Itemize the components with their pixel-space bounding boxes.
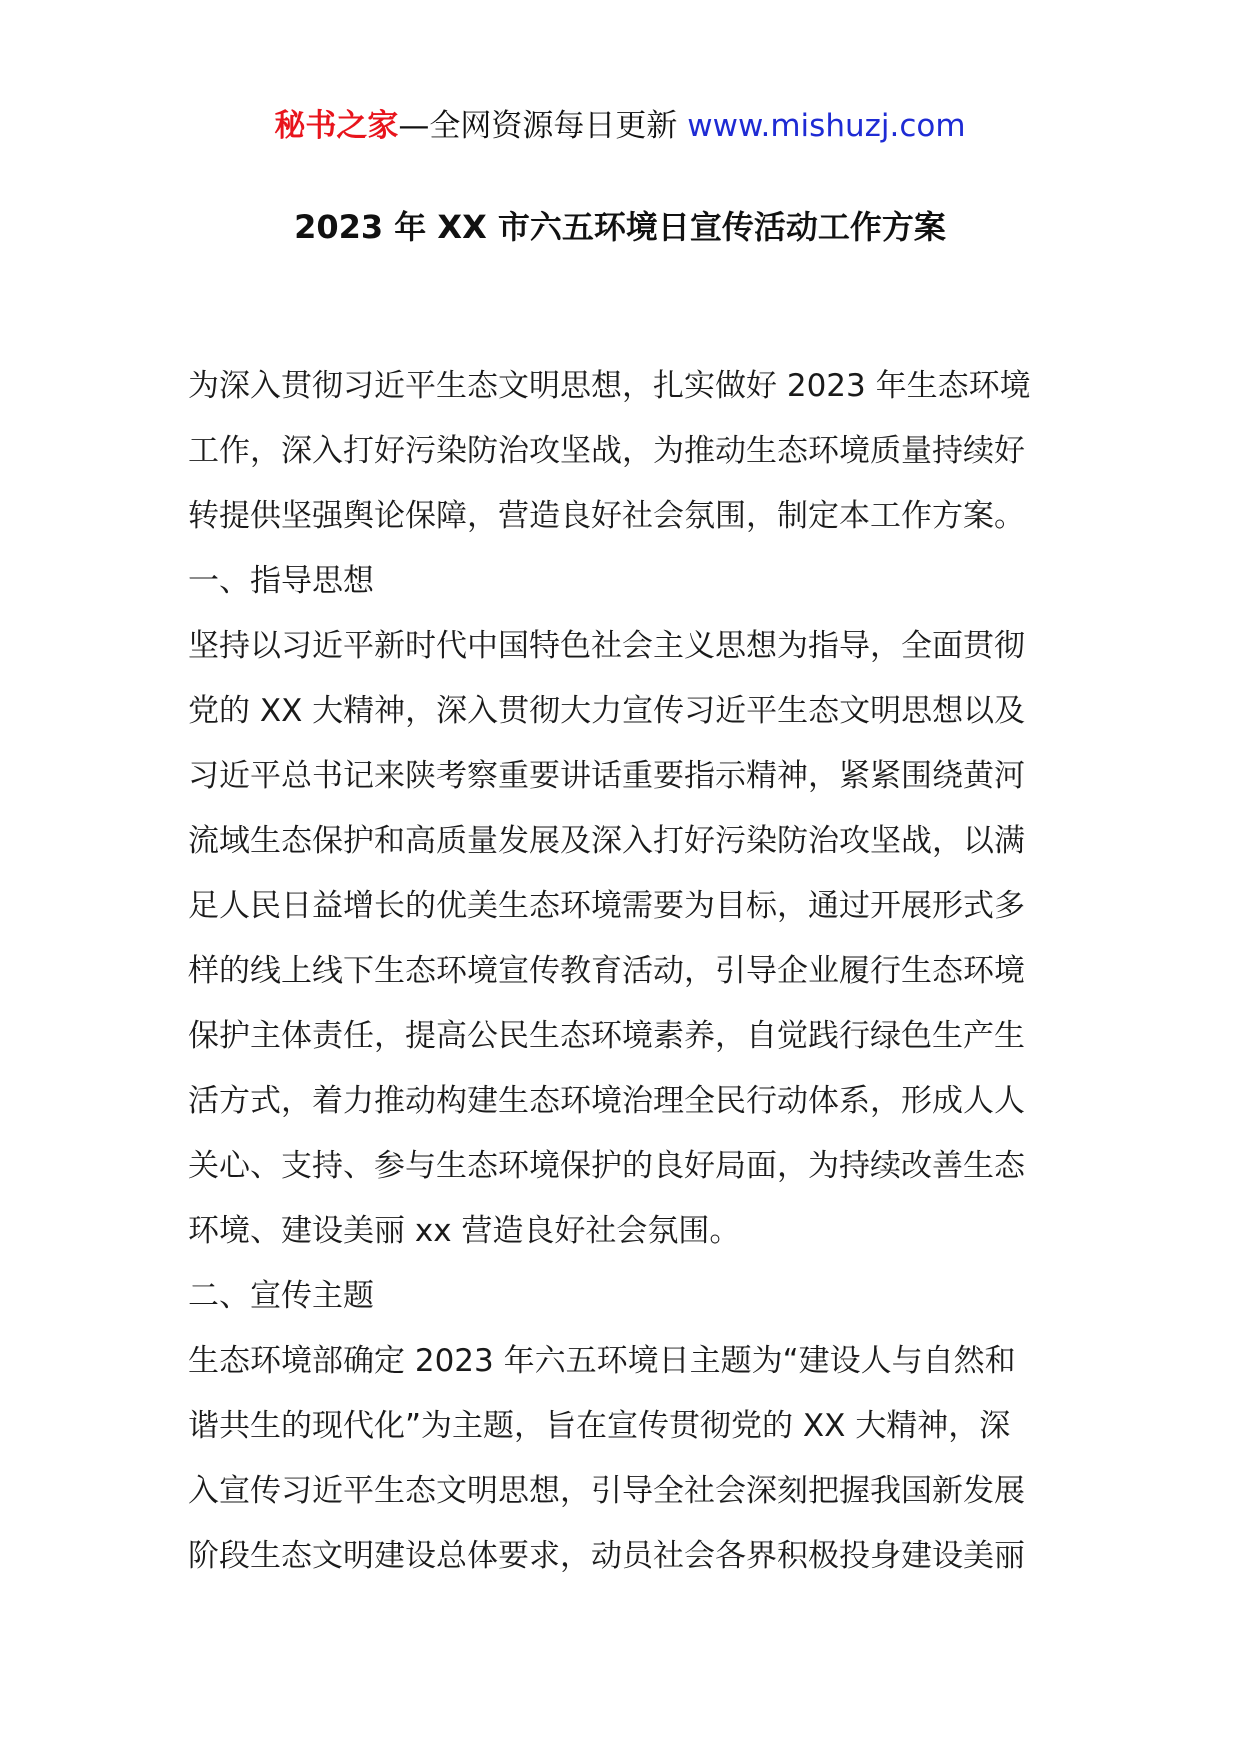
body-line: 党的 XX 大精神，深入贯彻大力宣传习近平生态文明思想以及 [188, 693, 1026, 729]
body-line: 习近平总书记来陕考察重要讲话重要指示精神，紧紧围绕黄河 [188, 758, 1025, 794]
site-url-link[interactable]: www.mishuzj.com [687, 108, 966, 144]
banner-slogan: —全网资源每日更新 [398, 108, 688, 144]
body-line: 为深入贯彻习近平生态文明思想，扎实做好 2023 年生态环境 [188, 368, 1031, 404]
body-line: 入宣传习近平生态文明思想，引导全社会深刻把握我国新发展 [188, 1473, 1025, 1509]
section-heading-guiding-thought: 一、指导思想 [188, 563, 374, 599]
brand-name: 秘书之家 [274, 108, 399, 144]
body-line: 坚持以习近平新时代中国特色社会主义思想为指导，全面贯彻 [188, 628, 1025, 664]
section-heading-theme: 二、宣传主题 [188, 1278, 374, 1314]
body-line: 环境、建设美丽 xx 营造良好社会氛围。 [188, 1213, 741, 1249]
site-banner [0, 104, 1240, 148]
body-line: 谐共生的现代化”为主题，旨在宣传贯彻党的 XX 大精神，深 [188, 1408, 1011, 1444]
body-line: 关心、支持、参与生态环境保护的良好局面，为持续改善生态 [188, 1148, 1025, 1184]
document-body [188, 354, 1058, 1589]
body-line: 生态环境部确定 2023 年六五环境日主题为“建设人与自然和 [188, 1343, 1016, 1379]
body-line: 阶段生态文明建设总体要求，动员社会各界积极投身建设美丽 [188, 1538, 1025, 1574]
body-line: 足人民日益增长的优美生态环境需要为目标，通过开展形式多 [188, 888, 1025, 924]
body-line: 保护主体责任，提高公民生态环境素养，自觉践行绿色生产生 [188, 1018, 1025, 1054]
body-line: 工作，深入打好污染防治攻坚战，为推动生态环境质量持续好 [188, 433, 1025, 469]
body-line: 转提供坚强舆论保障，营造良好社会氛围，制定本工作方案。 [188, 498, 1025, 534]
body-line: 流域生态保护和高质量发展及深入打好污染防治攻坚战，以满 [188, 823, 1025, 859]
body-line: 样的线上线下生态环境宣传教育活动，引导企业履行生态环境 [188, 953, 1025, 989]
body-line: 活方式，着力推动构建生态环境治理全民行动体系，形成人人 [188, 1083, 1025, 1119]
document-title: 2023 年 XX 市六五环境日宣传活动工作方案 [294, 208, 946, 246]
